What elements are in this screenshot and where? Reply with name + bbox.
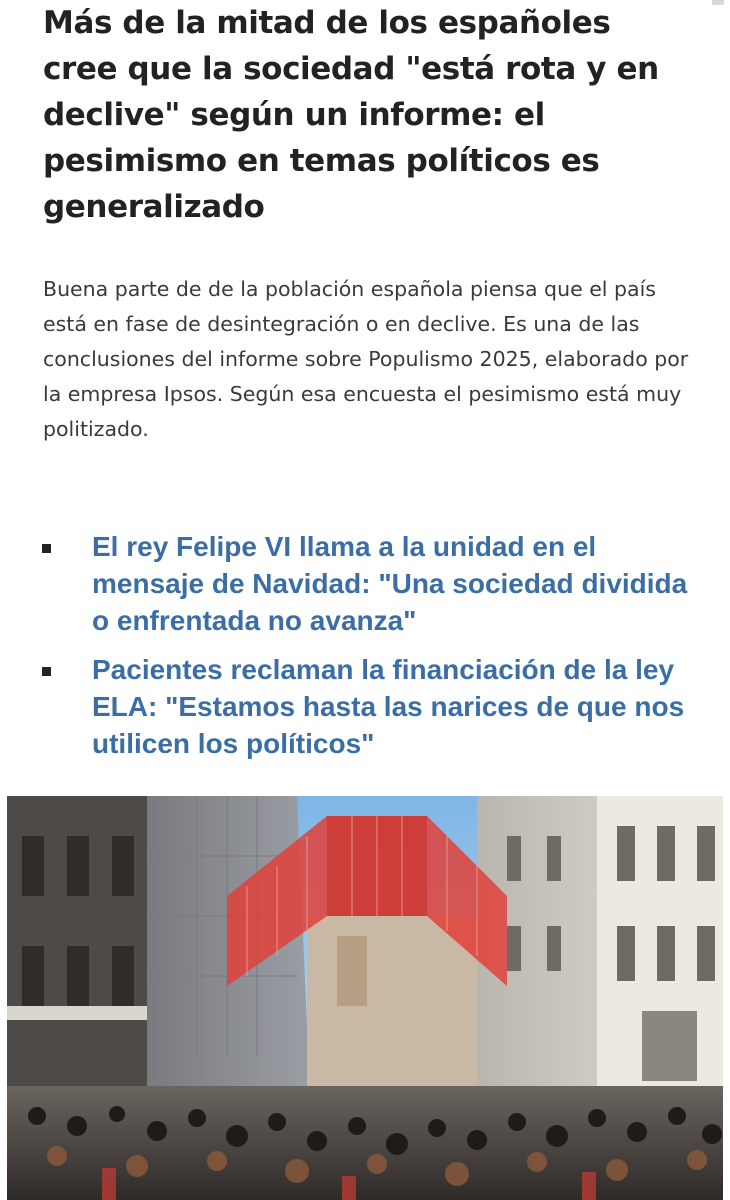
street-photo-illustration (7, 796, 723, 1200)
article-lede: Buena parte de de la población española piensa que el país está en fase de desintegración o en declive. Es una de las conclusiones del informe sobre Populismo 2025, elaborado por la empresa Ipsos. Según esa encuesta el pesimismo está muy politizado. (43, 277, 689, 441)
related-article-item (0, 528, 692, 639)
bullet-icon (42, 544, 51, 553)
related-article-item (0, 651, 692, 762)
scroll-indicator (712, 0, 724, 5)
related-article-link[interactable]: Pacientes reclaman la financiación de la ley ELA: "Estamos hasta las narices de que nos utilicen los políticos" (92, 654, 685, 759)
article-headline: Más de la mitad de los españoles cree que la sociedad "está rota y en declive" según un informe: el pesimismo en temas políticos es generalizado (43, 5, 659, 225)
related-article-link[interactable]: El rey Felipe VI llama a la unidad en el mensaje de Navidad: "Una sociedad dividida o enfrentada no avanza" (92, 531, 688, 636)
bullet-icon (42, 667, 51, 676)
article-photo (7, 796, 723, 1200)
related-articles-list (0, 528, 730, 762)
